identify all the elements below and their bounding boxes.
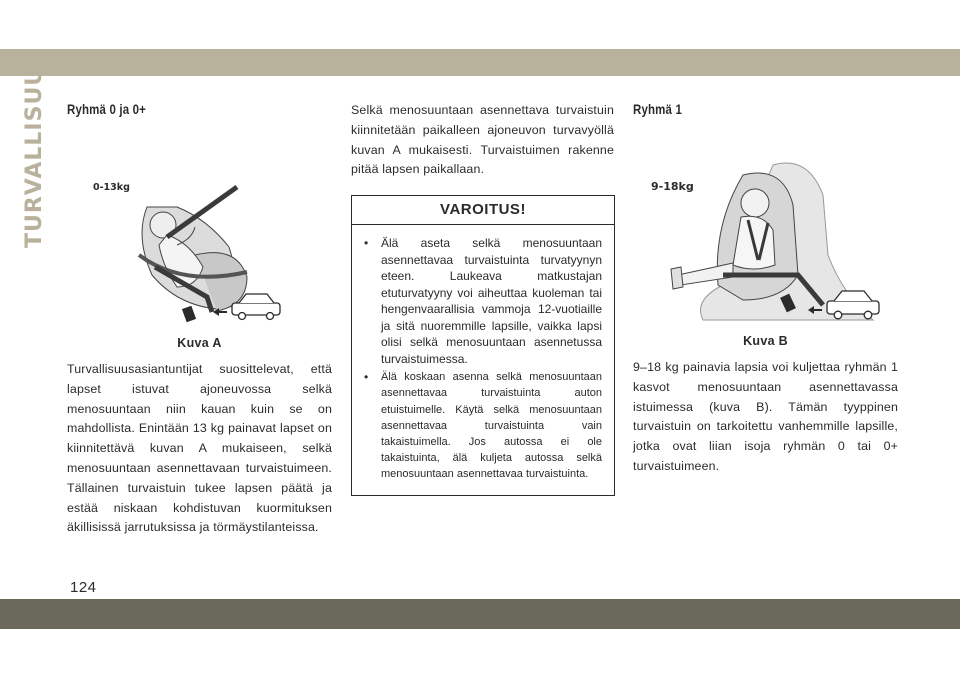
column-3	[633, 101, 898, 477]
warning-box	[351, 195, 615, 495]
figure-b	[633, 135, 898, 330]
caption-a: Kuva A	[177, 336, 222, 350]
footer-band	[0, 599, 960, 629]
figure-a	[67, 127, 332, 332]
page-number: 124	[70, 579, 97, 596]
weight-label-b: 9-18kg	[651, 180, 694, 193]
paragraph-group-1: 9–18 kg painavia lapsia voi kuljettaa ryhmän 1 kasvot menosuuntaan asennettavassa istuimessa (kuva B). Tämän tyyppinen turvaistuin on tarkoitettu vanhemmille lapsille, jotka ovat liian isoja ryhmän 0 tai 0+ turvaistuimeen.	[633, 360, 898, 473]
header-band	[0, 49, 960, 76]
paragraph-group-0: Turvallisuusasiantuntijat suosittelevat, että lapset istuvat ajoneuvossa selkä menosuuntaan niin kauan kuin se on mahdollista. Enintään 13 kg painavat lapset on kiinnitettävä kuvan A mukaiseen, selkä menosuuntaan asennettavaan turvaistuimeen. Tällainen turvaistuin tukee lapsen päätä ja estää niskaan kohdistuvan kuormituksen äkillisissä jarrutuksissa ja törmäystilanteissa.	[67, 362, 332, 535]
caption-b: Kuva B	[743, 334, 788, 348]
section-label: TURVALLISUUS	[22, 49, 47, 248]
column-2	[351, 101, 614, 496]
rear-facing-seat-illustration	[67, 127, 332, 332]
weight-label-a: 0-13kg	[93, 182, 130, 193]
warning-title: VAROITUS!	[352, 196, 614, 225]
warning-list	[352, 225, 614, 494]
heading-group-1: Ryhmä 1	[633, 101, 683, 117]
heading-group-0: Ryhmä 0 ja 0+	[67, 101, 147, 117]
warning-item: • Älä aseta selkä menosuuntaan asennettavaa turvaistuinta turvatyynyn eteen. Laukeava matkustajan etuturvatyyny voi aiheuttaa kuoleman tai hengenvaarallisia vammoja 12-vuotiaille ja sitä nuoremmille lapsille, vaikka lapsi olisi selkä menosuuntaan asennetussa turvaistuimessa.	[364, 236, 602, 366]
forward-facing-seat-illustration	[633, 135, 898, 330]
column-1	[67, 101, 332, 538]
paragraph-installation: Selkä menosuuntaan asennettava turvaistuin kiinnitetään paikalleen ajoneuvon turvavyöllä kuvan A mukaisesti. Turvaistuimen rakenne pitää lapsen paikallaan.	[351, 103, 614, 177]
warning-item: • Älä koskaan asenna selkä menosuuntaan asennettavaa turvaistuinta auton etuistuimelle. Käytä selkä menosuuntaan asennettavaa turvaistuinta vain takaistuimella. Jos autossa ei ole takaistuinta, älä kuljeta autossa selkä menosuuntaan asennettavaa turvaistuinta.	[364, 370, 602, 481]
